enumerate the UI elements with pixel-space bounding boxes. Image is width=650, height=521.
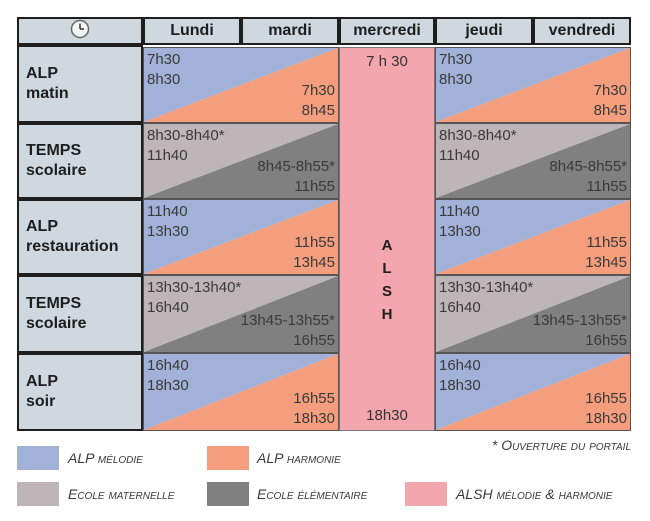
alsh-end-time: 18h30	[366, 407, 408, 424]
day-header-vendredi: vendredi	[533, 17, 631, 45]
time-maternelle: 13h30-13h40*	[147, 279, 242, 296]
legend-note-portail: * Ouverture du portail	[491, 437, 631, 453]
time-maternelle: 16h40	[439, 299, 481, 316]
schedule-cell-alp-restauration-lundi-mardi	[143, 199, 339, 275]
legend-swatch-ecole-maternelle	[17, 482, 59, 506]
schedule-cell-alp-restauration-jeudi-vendredi	[435, 199, 631, 275]
time-harmonie: 11h55	[294, 234, 335, 251]
schedule-cell-alp-matin-jeudi-vendredi	[435, 47, 631, 123]
time-melodie: 8h30	[439, 71, 473, 88]
legend-label-ecole-maternelle: Ecole maternelle	[68, 486, 175, 502]
schedule-cell-temps-scolaire-afternoon-lundi-mardi	[143, 275, 339, 353]
time-harmonie: 18h30	[585, 410, 627, 427]
row-label-alp-restauration	[17, 199, 143, 275]
row-label-line: soir	[26, 393, 56, 410]
time-maternelle: 8h30-8h40*	[439, 127, 517, 144]
alsh-start-time: 7 h 30	[366, 53, 408, 70]
time-harmonie: 16h55	[585, 390, 627, 407]
alsh-letter: S	[381, 283, 392, 300]
clock-icon	[70, 19, 90, 44]
time-melodie: 13h30	[439, 223, 481, 240]
row-label-line: TEMPS	[26, 142, 82, 159]
day-header-mardi: mardi	[241, 17, 339, 45]
legend-swatch-alp-melodie	[17, 446, 59, 470]
time-melodie: 7h30	[147, 51, 181, 68]
day-header-jeudi: jeudi	[435, 17, 533, 45]
legend-label-alp-melodie: ALP mélodie	[68, 450, 143, 466]
schedule-cell-alp-matin-lundi-mardi	[143, 47, 339, 123]
row-label-temps-scolaire-morning	[17, 123, 143, 199]
schedule-cell-temps-scolaire-morning-lundi-mardi	[143, 123, 339, 199]
time-harmonie: 7h30	[593, 82, 627, 99]
time-melodie: 18h30	[439, 377, 481, 394]
row-label-line: ALP	[26, 373, 58, 390]
time-elementaire: 13h45-13h55*	[532, 312, 627, 329]
time-harmonie: 7h30	[301, 82, 335, 99]
legend-label-ecole-elementaire: Ecole élémentaire	[257, 486, 368, 502]
time-harmonie: 16h55	[293, 390, 335, 407]
time-melodie: 16h40	[439, 357, 481, 374]
time-melodie: 16h40	[147, 357, 189, 374]
legend-swatch-alp-harmonie	[207, 446, 249, 470]
row-label-alp-soir	[17, 353, 143, 431]
time-maternelle: 13h30-13h40*	[439, 279, 534, 296]
legend-label-alp-harmonie: ALP harmonie	[257, 450, 341, 466]
time-elementaire: 13h45-13h55*	[240, 312, 335, 329]
schedule-cell-alp-soir-jeudi-vendredi	[435, 353, 631, 431]
legend-label-alsh: ALSH mélodie & harmonie	[456, 486, 613, 502]
time-melodie: 11h40	[439, 203, 480, 220]
time-maternelle: 11h40	[147, 147, 188, 164]
schedule-cell-temps-scolaire-afternoon-jeudi-vendredi	[435, 275, 631, 353]
time-harmonie: 8h45	[301, 102, 335, 119]
time-maternelle: 11h40	[439, 147, 480, 164]
time-harmonie: 13h45	[293, 254, 335, 271]
time-harmonie: 8h45	[593, 102, 627, 119]
alsh-wednesday-block	[339, 47, 435, 431]
time-harmonie: 18h30	[293, 410, 335, 427]
clock-header-cell	[17, 17, 143, 45]
row-label-line: scolaire	[26, 315, 87, 332]
row-label-line: ALP	[26, 65, 58, 82]
row-label-line: ALP	[26, 218, 58, 235]
row-label-alp-matin	[17, 45, 143, 123]
time-elementaire: 8h45-8h55*	[549, 158, 627, 175]
time-melodie: 7h30	[439, 51, 473, 68]
time-melodie: 11h40	[147, 203, 188, 220]
day-header-mercredi: mercredi	[339, 17, 435, 45]
time-maternelle: 16h40	[147, 299, 189, 316]
schedule-cell-alp-soir-lundi-mardi	[143, 353, 339, 431]
time-maternelle: 8h30-8h40*	[147, 127, 225, 144]
row-label-line: scolaire	[26, 162, 87, 179]
row-label-line: matin	[26, 85, 69, 102]
row-label-line: TEMPS	[26, 295, 82, 312]
time-elementaire: 11h55	[586, 178, 627, 195]
time-harmonie: 13h45	[585, 254, 627, 271]
schedule-cell-temps-scolaire-morning-jeudi-vendredi	[435, 123, 631, 199]
alsh-vertical-label	[340, 234, 434, 326]
alsh-letter: A	[381, 237, 393, 254]
time-elementaire: 8h45-8h55*	[257, 158, 335, 175]
time-melodie: 13h30	[147, 223, 189, 240]
legend-swatch-alsh	[405, 482, 447, 506]
time-melodie: 18h30	[147, 377, 189, 394]
legend-swatch-ecole-elementaire	[207, 482, 249, 506]
time-melodie: 8h30	[147, 71, 181, 88]
time-harmonie: 11h55	[586, 234, 627, 251]
row-label-temps-scolaire-afternoon	[17, 275, 143, 353]
time-elementaire: 16h55	[293, 332, 335, 349]
alsh-letter: H	[381, 306, 393, 323]
time-elementaire: 16h55	[585, 332, 627, 349]
alsh-letter: L	[382, 260, 392, 277]
row-label-line: restauration	[26, 238, 119, 255]
time-elementaire: 11h55	[294, 178, 335, 195]
day-header-lundi: Lundi	[143, 17, 241, 45]
